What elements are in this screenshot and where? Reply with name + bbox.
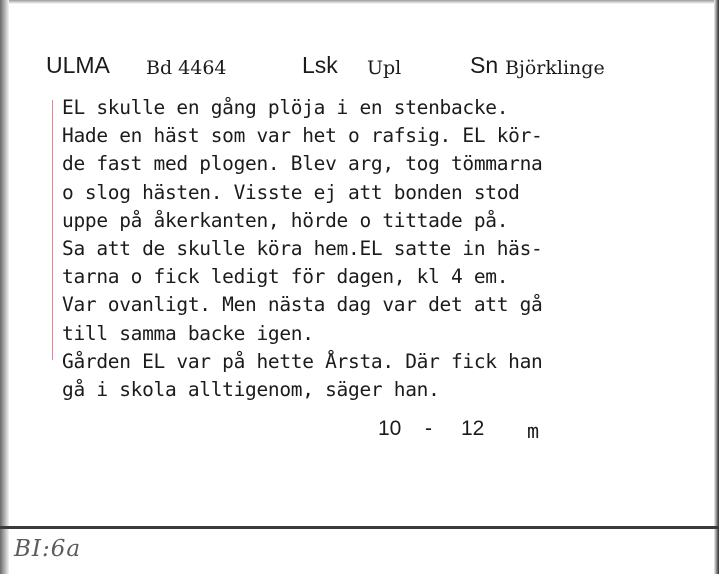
text-line: gå i skola alltigenom, säger han. [62,377,440,401]
handwritten-annotation: BI:6a [14,536,82,562]
ulma-label: ULMA [46,52,110,78]
text-line: Gården EL var på hette Årsta. Där fick han [62,349,543,373]
measure-from: 10 [378,417,402,440]
text-line: uppe på åkerkanten, hörde o tittade på. [62,208,509,232]
margin-line [52,100,53,360]
sn-label: Sn [470,52,499,78]
measure-dash: - [425,417,432,440]
measure-to: 12 [461,417,485,440]
text-line: Hade en häst som var het o rafsig. EL kör- [62,124,543,148]
card-header [0,52,719,92]
text-line: tarna o fick ledigt för dagen, kl 4 em. [62,265,509,289]
measure-unit: m [527,419,540,443]
text-line: Sa att de skulle köra hem.EL satte in häs- [62,236,543,260]
text-line: Var ovanligt. Men nästa dag var det att gå [62,293,543,317]
sn-value: Björklinge [505,57,605,79]
record-text [62,94,702,404]
text-line: till samma backe igen. [62,321,314,345]
text-line: o slog hästen. Visste ej att bonden stod [62,180,520,204]
card-bottom-edge [0,526,719,529]
lsk-label: Lsk [302,52,338,78]
ulma-value: Bd 4464 [146,57,227,79]
lsk-value: Upl [367,57,402,79]
text-line: EL skulle en gång plöja i en stenbacke. [62,96,509,119]
card-top-edge [0,0,719,4]
text-line: de fast med plogen. Blev arg, tog tömmarna [62,152,543,176]
